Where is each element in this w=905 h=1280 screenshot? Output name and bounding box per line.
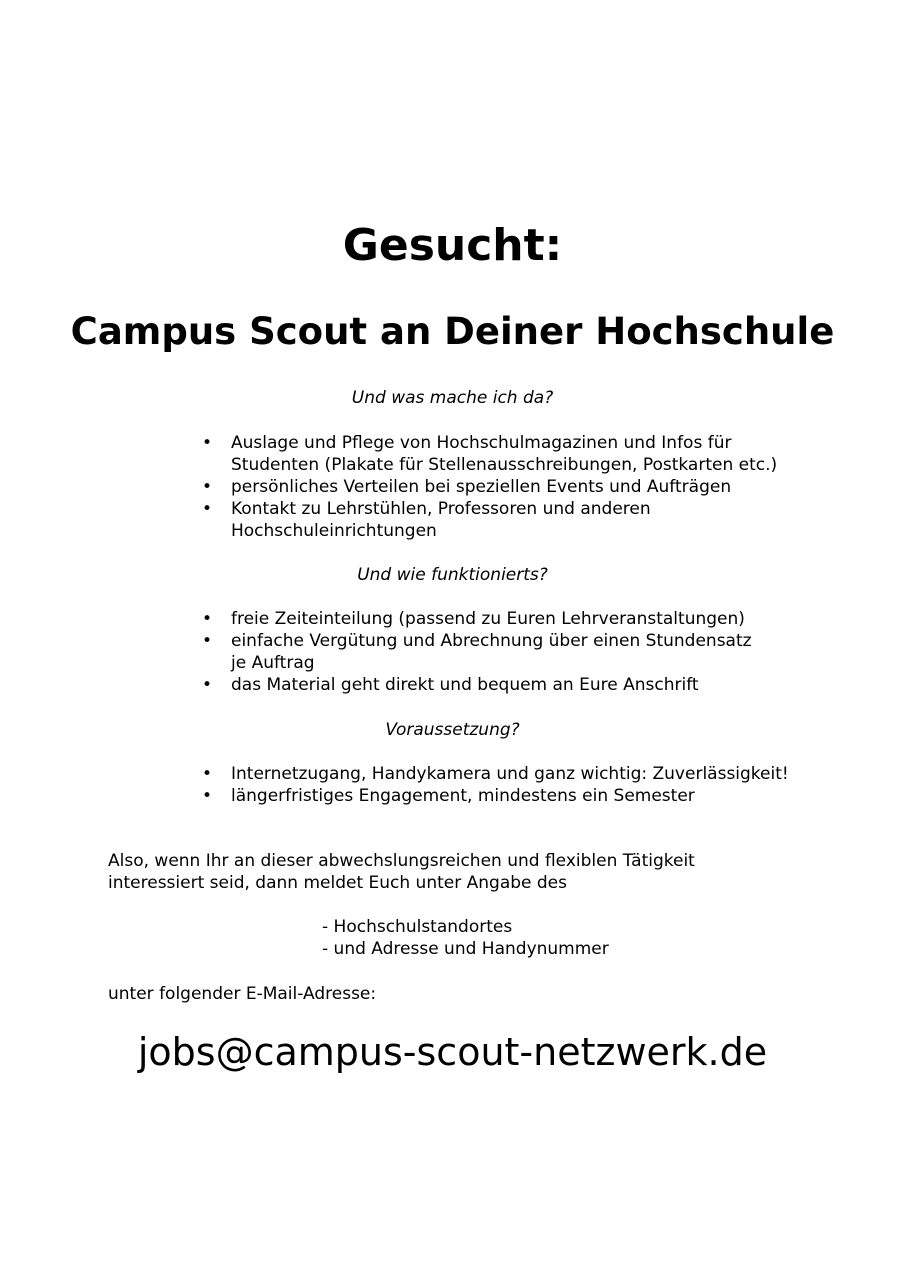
list-item: • Internetzugang, Handykamera und ganz wichtig: Zuverlässigkeit!	[231, 763, 811, 785]
list-item: - und Adresse und Handynummer	[322, 939, 609, 959]
list-item: • Auslage und Pflege von Hochschulmagazinen und Infos für Studenten (Plakate für Stellenausschreibungen, Postkarten etc.)	[231, 432, 811, 476]
page-title: Gesucht:	[342, 220, 563, 271]
section-heading-requirements: Voraussetzung?	[385, 720, 520, 740]
section-heading-how: Und wie funktionierts?	[357, 565, 548, 585]
section-heading-tasks: Und was mache ich da?	[351, 388, 554, 408]
closing-intro: Also, wenn Ihr an dieser abwechslungsreichen und flexiblen Tätigkeit interessiert seid, dann meldet Euch unter Angabe des	[108, 851, 695, 893]
tasks-list	[231, 432, 811, 542]
how-list	[231, 608, 811, 696]
list-item: • persönliches Verteilen bei speziellen Events und Aufträgen	[231, 476, 811, 498]
contact-details-list	[322, 916, 722, 960]
list-item: - Hochschulstandortes	[322, 917, 513, 937]
list-item: • einfache Vergütung und Abrechnung über einen Stundensatz je Auftrag	[231, 630, 761, 674]
list-item: • freie Zeiteinteilung (passend zu Euren Lehrveranstaltungen)	[231, 608, 811, 630]
list-item: • längerfristiges Engagement, mindestens ein Semester	[231, 785, 811, 807]
page-subtitle: Campus Scout an Deiner Hochschule	[70, 310, 835, 353]
list-item: • Kontakt zu Lehrstühlen, Professoren und anderen Hochschuleinrichtungen	[231, 498, 651, 542]
contact-email: jobs@campus-scout-netzwerk.de	[137, 1030, 768, 1074]
requirements-list	[231, 763, 811, 807]
list-item: • das Material geht direkt und bequem an Eure Anschrift	[231, 674, 811, 696]
email-intro: unter folgender E-Mail-Adresse:	[108, 984, 377, 1004]
